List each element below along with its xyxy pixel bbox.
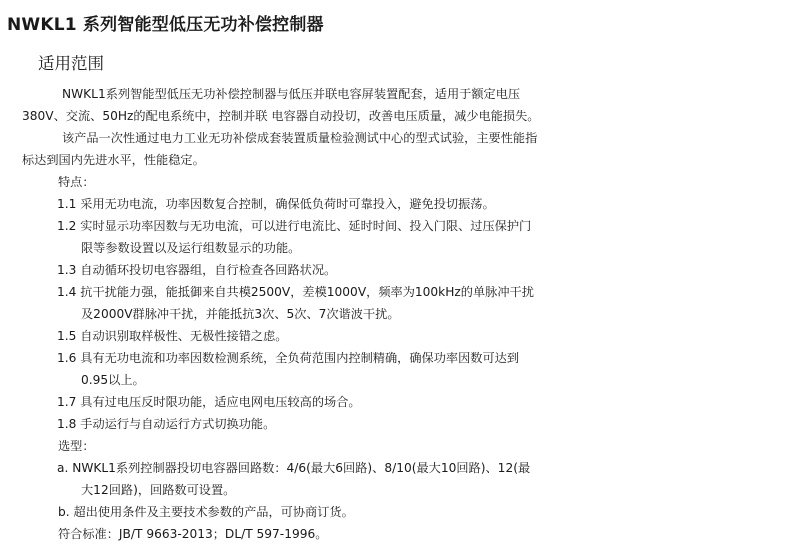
feature-item: 1.8 手动运行与自动运行方式切换功能。: [57, 417, 276, 431]
page-title: NWKL1 系列智能型低压无功补偿控制器: [7, 15, 324, 35]
standards-line: 符合标准：JB/T 9663-2013；DL/T 597-1996。: [58, 527, 328, 541]
certification-paragraph: 该产品一次性通过电力工业无功补偿成套装置质量检验测试中心的型式试验，主要性能指标达到国内先进水平，性能稳定。: [22, 131, 538, 167]
intro-paragraph: NWKL1系列智能型低压无功补偿控制器与低压并联电容屏装置配套，适用于额定电压380V、交流、50Hz的配电系统中，控制并联 电容器自动投切，改善电压质量，减少电能损失。: [22, 87, 540, 123]
feature-item: 1.4 抗干扰能力强，能抵御来自共模2500V，差模1000V，频率为100kHz的单脉冲干扰及2000V群脉冲干扰，并能抵抗3次、5次、7次谐波干扰。: [57, 285, 534, 321]
feature-item: 1.7 具有过电压反时限功能，适应电网电压较高的场合。: [57, 395, 361, 409]
selection-item: b. 超出使用条件及主要技术参数的产品，可协商订货。: [58, 505, 354, 519]
feature-item: 1.3 自动循环投切电容器组，自行检查各回路状况。: [57, 263, 337, 277]
feature-item: 1.2 实时显示功率因数与无功电流，可以进行电流比、延时时间、投入门限、过压保护门限等参数设置以及运行组数显示的功能。: [57, 219, 532, 255]
feature-item: 1.6 具有无功电流和功率因数检测系统，全负荷范围内控制精确，确保功率因数可达到0.95以上。: [57, 351, 520, 387]
selection-item: a. NWKL1系列控制器投切电容器回路数：4/6(最大6回路)、8/10(最大10回路)、12(最大12回路)，回路数可设置。: [57, 461, 531, 497]
content-body: [22, 83, 542, 545]
feature-item: 1.1 采用无功电流，功率因数复合控制，确保低负荷时可靠投入，避免投切振荡。: [57, 197, 495, 211]
feature-item: 1.5 自动识别取样极性、无极性接错之虑。: [57, 329, 288, 343]
section-title: 适用范围: [38, 54, 104, 73]
selection-label: 选型：: [58, 439, 95, 453]
features-label: 特点：: [58, 175, 95, 189]
